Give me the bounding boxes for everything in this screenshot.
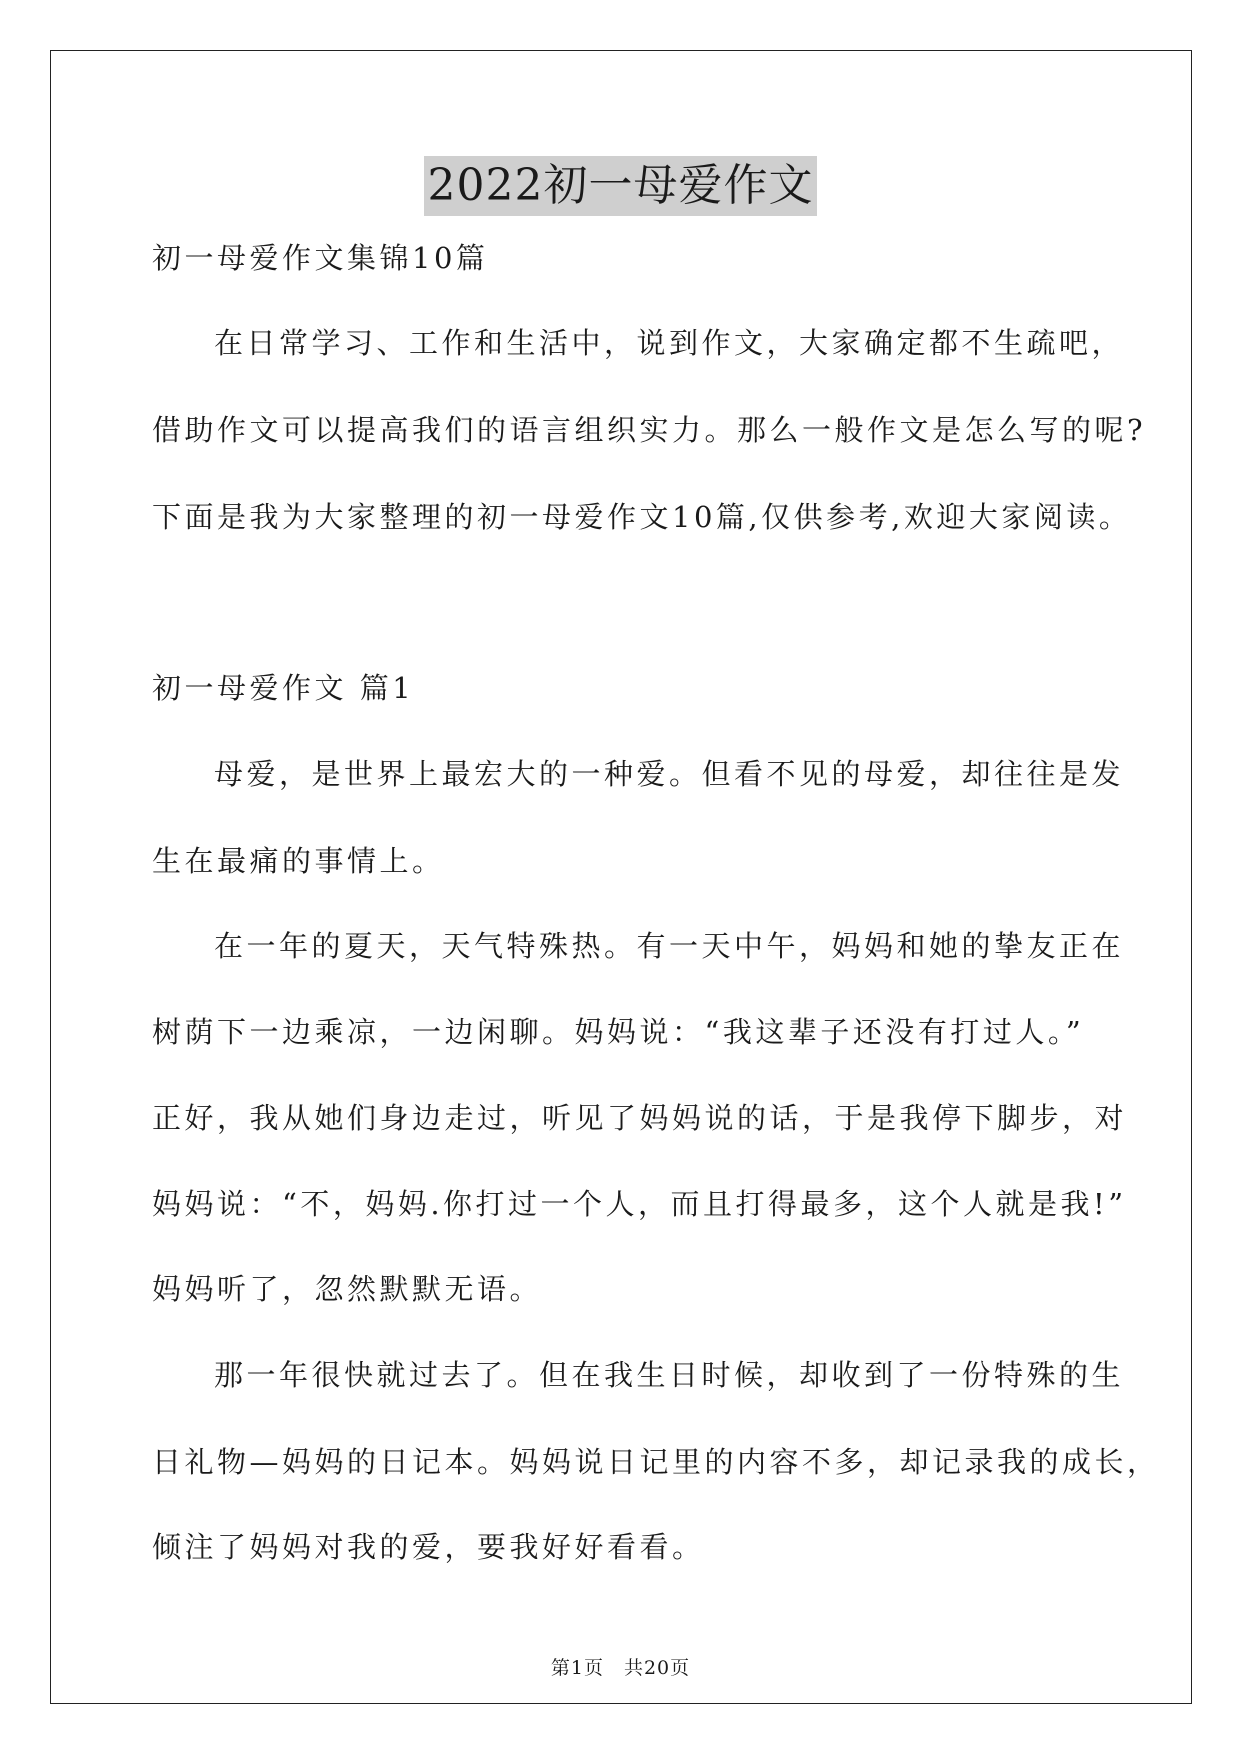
body-line-9: 日礼物—妈妈的日记本。妈妈说日记里的内容不多，却记录我的成长， xyxy=(152,1445,1160,1479)
document-title xyxy=(0,156,1241,216)
body-line-3: 在一年的夏天，天气特殊热。有一天中午，妈妈和她的挚友正在 xyxy=(214,929,1125,963)
body-line-7: 妈妈听了，忽然默默无语。 xyxy=(152,1272,543,1306)
body-line-1: 母爱，是世界上最宏大的一种爱。但看不见的母爱，却往往是发 xyxy=(214,757,1125,791)
body-line-5: 正好，我从她们身边走过，听见了妈妈说的话，于是我停下脚步，对 xyxy=(152,1101,1128,1135)
body-line-8: 那一年很快就过去了。但在我生日时候，却收到了一份特殊的生 xyxy=(214,1358,1125,1392)
document-title-text: 2022初一母爱作文 xyxy=(424,156,818,216)
intro-line-3: 下面是我为大家整理的初一母爱作文10篇,仅供参考,欢迎大家阅读。 xyxy=(152,500,1132,534)
body-line-2: 生在最痛的事情上。 xyxy=(152,844,445,878)
document-subtitle: 初一母爱作文集锦10篇 xyxy=(152,241,489,275)
intro-line-2: 借助作文可以提高我们的语言组织实力。那么一般作文是怎么写的呢? xyxy=(152,413,1147,447)
section-heading: 初一母爱作文 篇1 xyxy=(152,671,415,705)
body-line-10: 倾注了妈妈对我的爱，要我好好看看。 xyxy=(152,1530,705,1564)
body-line-6: 妈妈说：“不，妈妈.你打过一个人，而且打得最多，这个人就是我!” xyxy=(152,1187,1127,1221)
intro-line-1: 在日常学习、工作和生活中，说到作文，大家确定都不生疏吧， xyxy=(214,326,1125,360)
body-line-4: 树荫下一边乘凉，一边闲聊。妈妈说：“我这辈子还没有打过人。” xyxy=(152,1015,1085,1049)
page-number: 第1页 共20页 xyxy=(550,1657,691,1679)
